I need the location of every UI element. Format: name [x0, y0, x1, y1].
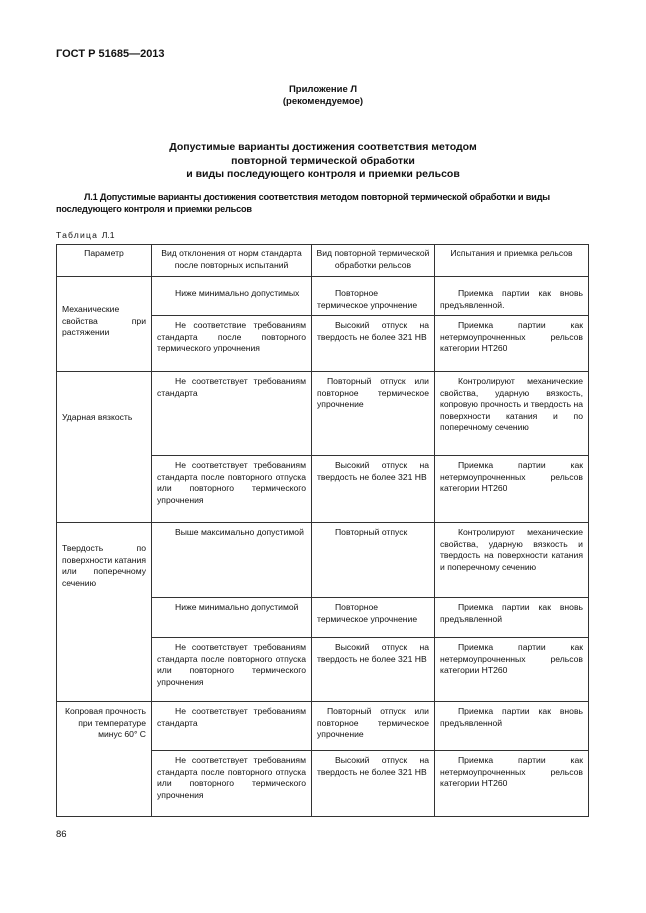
treatment-cell: Повторный отпуск: [312, 523, 435, 598]
appendix-subtitle: (рекомендуемое): [282, 96, 364, 107]
main-title-line: повторной термической обработки: [231, 154, 415, 167]
page-number: 86: [56, 829, 67, 840]
table-row: [57, 277, 589, 316]
table-caption: [56, 230, 115, 240]
treatment-cell: Повторное термическое упрочнение: [312, 277, 435, 316]
deviation-cell: Не соответствует требованиям стандарта после повторного отпуска или повторного термического упрочнения: [152, 456, 312, 523]
requirements-table: [56, 244, 589, 817]
header-deviation: Вид отклонения от норм стандарта после повторных испытаний: [152, 245, 312, 277]
treatment-cell: Высокий отпуск на твердость не более 321 НВ: [312, 316, 435, 372]
testing-cell: Приемка партии как вновь предъявленной.: [435, 277, 589, 316]
deviation-cell: Ниже минимально допустимых: [152, 277, 312, 316]
parameter-cell: Ударная вязкость: [57, 372, 152, 523]
table-header-row: [57, 245, 589, 277]
testing-cell: Приемка партии как нетермоупрочненных рельсов категории НТ260: [435, 316, 589, 372]
testing-cell: Приемка партии как вновь предъявленной: [435, 702, 589, 751]
deviation-cell: Не соответствует требованиям стандарта после повторного отпуска или повторного термического упрочнения: [152, 638, 312, 702]
header-treatment: Вид повторной термической обработки рельсов: [312, 245, 435, 277]
treatment-cell: Высокий отпуск на твердость не более 321 НВ: [312, 456, 435, 523]
parameter-cell: Механические свойства при растяжении: [57, 277, 152, 372]
table-caption-word: Таблица: [56, 230, 99, 240]
deviation-cell: Не соответствует требованиям стандарта: [152, 372, 312, 456]
table-caption-number: Л.1: [101, 230, 115, 240]
testing-cell: Приемка партии как нетермоупрочненных рельсов категории НТ260: [435, 638, 589, 702]
testing-cell: Контролируют механические свойства, ударную вязкость и твердость на поверхности катания и поперечному сечению: [435, 523, 589, 598]
treatment-cell: Высокий отпуск на твердость не более 321 НВ: [312, 638, 435, 702]
treatment-cell: Повторный отпуск или повторное термическое упрочнение: [312, 702, 435, 751]
appendix-title: Приложение Л: [288, 84, 358, 95]
header-testing: Испытания и приемка рельсов: [435, 245, 589, 277]
treatment-cell: Повторное термическое упрочнение: [312, 598, 435, 638]
table-row: [57, 523, 589, 598]
deviation-cell: Не соответствует требованиям стандарта: [152, 702, 312, 751]
treatment-cell: Высокий отпуск на твердость не более 321 НВ: [312, 751, 435, 817]
table-row: [57, 702, 589, 751]
testing-cell: Приемка партии как нетермоупрочненных рельсов категории НТ260: [435, 456, 589, 523]
deviation-cell: Не соответствие требованиям стандарта после повторного термического упрочнения: [152, 316, 312, 372]
main-title: [0, 141, 646, 182]
deviation-cell: Не соответствует требованиям стандарта после повторного отпуска или повторного термического упрочнения: [152, 751, 312, 817]
standard-designation: ГОСТ Р 51685—2013: [56, 48, 165, 60]
testing-cell: Контролируют механические свойства, ударную вязкость, копровую прочность и твердость на поверхности катания и по поперечному сечению: [435, 372, 589, 456]
parameter-cell: Копровая прочность при температуре минус 60° С: [57, 702, 152, 817]
testing-cell: Приемка партии как вновь предъявленной: [435, 598, 589, 638]
parameter-cell: Твердость по поверхности катания или поперечному сечению: [57, 523, 152, 702]
main-title-line: Допустимые варианты достижения соответствия методом: [169, 141, 477, 153]
testing-cell: Приемка партии как нетермоупрочненных рельсов категории НТ260: [435, 751, 589, 817]
table-row: [57, 372, 589, 456]
section-heading: Л.1 Допустимые варианты достижения соответствия методом повторной термической обработки и виды последующего контроля и приемки рельсов: [56, 192, 550, 214]
deviation-cell: Ниже минимально допустимой: [152, 598, 312, 638]
header-parameter: Параметр: [57, 245, 152, 277]
treatment-cell: Повторный отпуск или повторное термическое упрочнение: [312, 372, 435, 456]
deviation-cell: Выше максимально допустимой: [152, 523, 312, 598]
main-title-line: и виды последующего контроля и приемки рельсов: [186, 168, 460, 180]
